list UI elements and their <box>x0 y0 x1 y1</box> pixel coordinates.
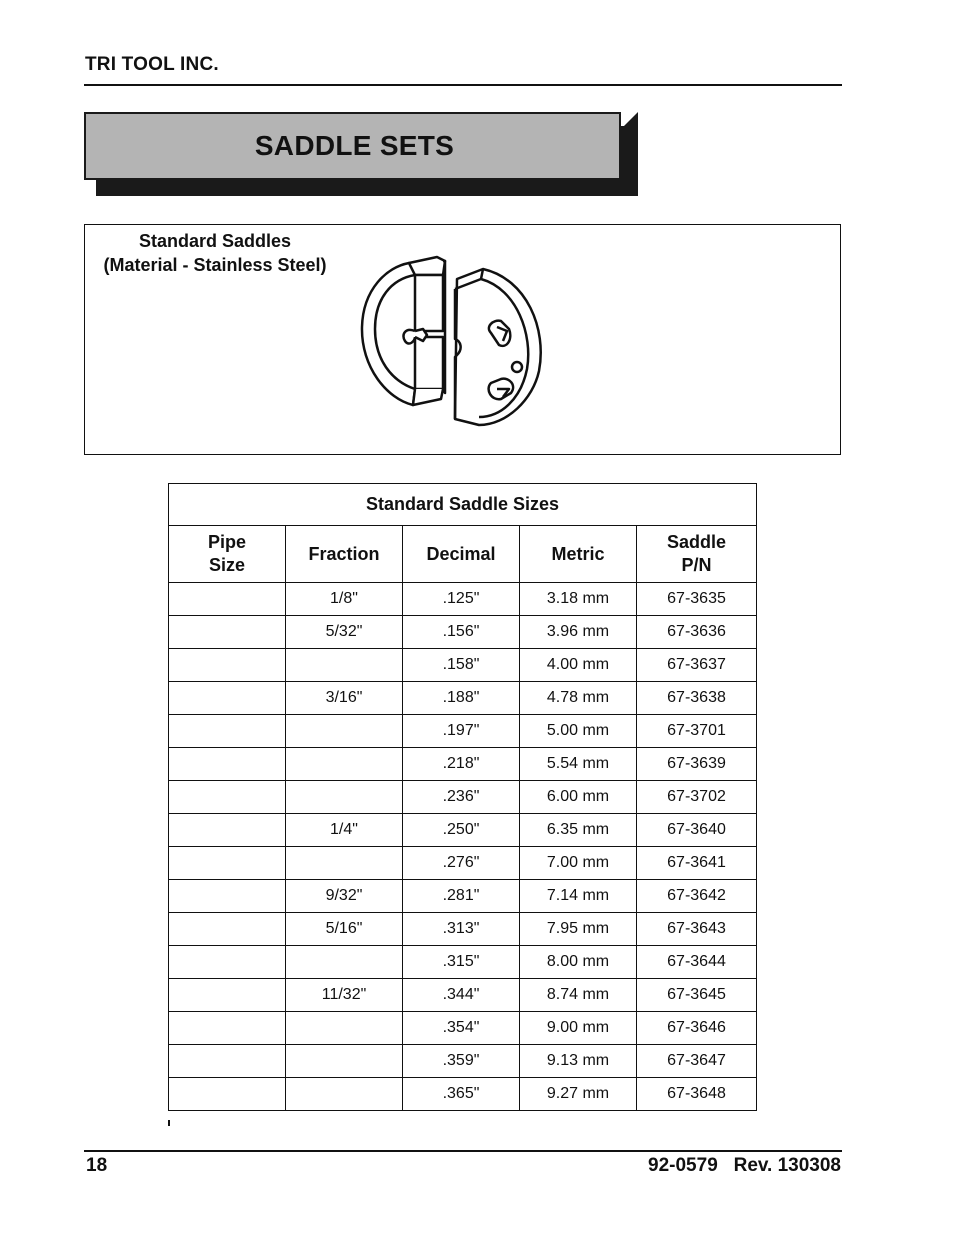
cell-fraction <box>286 847 403 880</box>
cell-metric: 5.54 mm <box>520 748 637 781</box>
cell-fraction <box>286 1012 403 1045</box>
cell-metric: 7.00 mm <box>520 847 637 880</box>
page-number: 18 <box>86 1155 108 1176</box>
cell-decimal: .359" <box>403 1045 520 1078</box>
cell-fraction: 9/32" <box>286 880 403 913</box>
column-header-pipe-size-line-1: Pipe <box>207 532 246 552</box>
column-header-metric: Metric <box>520 526 637 583</box>
table-row <box>169 748 757 781</box>
cell-pipe-size <box>169 913 286 946</box>
table-row <box>169 1045 757 1078</box>
cell-pipe-size <box>169 880 286 913</box>
cell-metric: 4.78 mm <box>520 682 637 715</box>
cell-pipe-size <box>169 1078 286 1111</box>
cell-saddle-pn: 67-3645 <box>637 979 757 1012</box>
cell-fraction: 5/32" <box>286 616 403 649</box>
cell-metric: 3.96 mm <box>520 616 637 649</box>
table-row <box>169 979 757 1012</box>
cell-metric: 9.13 mm <box>520 1045 637 1078</box>
cell-metric: 4.00 mm <box>520 649 637 682</box>
table-row <box>169 1012 757 1045</box>
cell-saddle-pn: 67-3641 <box>637 847 757 880</box>
table-row <box>169 913 757 946</box>
cell-decimal: .344" <box>403 979 520 1012</box>
cell-pipe-size <box>169 715 286 748</box>
saddle-pair-illustration <box>357 249 557 429</box>
table-row <box>169 946 757 979</box>
cell-metric: 3.18 mm <box>520 583 637 616</box>
intro-box <box>84 224 841 455</box>
table-title: Standard Saddle Sizes <box>169 484 757 526</box>
cell-fraction <box>286 946 403 979</box>
cell-saddle-pn: 67-3647 <box>637 1045 757 1078</box>
table-row <box>169 880 757 913</box>
footer-rule <box>84 1150 842 1152</box>
cell-saddle-pn: 67-3701 <box>637 715 757 748</box>
cell-pipe-size <box>169 979 286 1012</box>
cell-fraction <box>286 1078 403 1111</box>
cell-pipe-size <box>169 847 286 880</box>
cell-saddle-pn: 67-3648 <box>637 1078 757 1111</box>
table-row <box>169 814 757 847</box>
cell-decimal: .365" <box>403 1078 520 1111</box>
cell-decimal: .156" <box>403 616 520 649</box>
cell-metric: 6.35 mm <box>520 814 637 847</box>
column-header-saddle-pn-line-2: P/N <box>681 555 712 575</box>
cell-decimal: .313" <box>403 913 520 946</box>
table-row <box>169 781 757 814</box>
cell-decimal: .125" <box>403 583 520 616</box>
cell-metric: 8.00 mm <box>520 946 637 979</box>
page-title: SADDLE SETS <box>254 130 455 161</box>
column-header-decimal: Decimal <box>403 526 520 583</box>
header-rule <box>84 84 842 86</box>
cell-fraction: 5/16" <box>286 913 403 946</box>
cell-pipe-size <box>169 682 286 715</box>
intro-label <box>89 229 341 277</box>
cell-saddle-pn: 67-3636 <box>637 616 757 649</box>
cell-saddle-pn: 67-3638 <box>637 682 757 715</box>
document-number: 92-0579 Rev. 130308 <box>648 1155 841 1176</box>
cell-pipe-size <box>169 1045 286 1078</box>
column-header-pipe-size <box>169 526 286 583</box>
cell-saddle-pn: 67-3639 <box>637 748 757 781</box>
cell-pipe-size <box>169 814 286 847</box>
table-row <box>169 649 757 682</box>
cell-fraction <box>286 715 403 748</box>
company-name: TRI TOOL INC. <box>85 54 219 75</box>
cell-saddle-pn: 67-3640 <box>637 814 757 847</box>
column-header-pipe-size-line-2: Size <box>208 555 246 575</box>
cell-saddle-pn: 67-3637 <box>637 649 757 682</box>
cell-saddle-pn: 67-3644 <box>637 946 757 979</box>
cell-pipe-size <box>169 946 286 979</box>
cell-decimal: .281" <box>403 880 520 913</box>
table-row <box>169 1078 757 1111</box>
cell-decimal: .197" <box>403 715 520 748</box>
cell-decimal: .276" <box>403 847 520 880</box>
cell-pipe-size <box>169 781 286 814</box>
cell-fraction <box>286 1045 403 1078</box>
cell-fraction <box>286 748 403 781</box>
table-row <box>169 682 757 715</box>
intro-line-1: Standard Saddles <box>138 231 292 251</box>
cell-metric: 7.14 mm <box>520 880 637 913</box>
saddle-sizes-table <box>168 483 757 1111</box>
cell-saddle-pn: 67-3642 <box>637 880 757 913</box>
cell-decimal: .250" <box>403 814 520 847</box>
table-continuation-line <box>168 1120 170 1126</box>
cell-saddle-pn: 67-3635 <box>637 583 757 616</box>
table-row <box>169 583 757 616</box>
cell-metric: 9.00 mm <box>520 1012 637 1045</box>
table-row <box>169 616 757 649</box>
cell-decimal: .236" <box>403 781 520 814</box>
table-row <box>169 715 757 748</box>
cell-pipe-size <box>169 1012 286 1045</box>
cell-decimal: .158" <box>403 649 520 682</box>
cell-metric: 7.95 mm <box>520 913 637 946</box>
column-header-saddle-pn-line-1: Saddle <box>666 532 727 552</box>
cell-decimal: .315" <box>403 946 520 979</box>
cell-saddle-pn: 67-3643 <box>637 913 757 946</box>
cell-pipe-size <box>169 616 286 649</box>
cell-pipe-size <box>169 748 286 781</box>
cell-metric: 5.00 mm <box>520 715 637 748</box>
cell-fraction: 1/8" <box>286 583 403 616</box>
cell-metric: 6.00 mm <box>520 781 637 814</box>
cell-metric: 9.27 mm <box>520 1078 637 1111</box>
intro-line-2: (Material - Stainless Steel) <box>103 255 327 275</box>
banner-bevel <box>618 112 638 132</box>
column-header-saddle-pn <box>637 526 757 583</box>
cell-decimal: .354" <box>403 1012 520 1045</box>
cell-fraction: 11/32" <box>286 979 403 1012</box>
cell-fraction: 1/4" <box>286 814 403 847</box>
cell-decimal: .188" <box>403 682 520 715</box>
cell-fraction: 3/16" <box>286 682 403 715</box>
cell-pipe-size <box>169 583 286 616</box>
cell-fraction <box>286 649 403 682</box>
table-row <box>169 847 757 880</box>
cell-pipe-size <box>169 649 286 682</box>
cell-saddle-pn: 67-3646 <box>637 1012 757 1045</box>
cell-decimal: .218" <box>403 748 520 781</box>
cell-metric: 8.74 mm <box>520 979 637 1012</box>
cell-saddle-pn: 67-3702 <box>637 781 757 814</box>
section-banner <box>84 112 621 180</box>
cell-fraction <box>286 781 403 814</box>
column-header-fraction: Fraction <box>286 526 403 583</box>
